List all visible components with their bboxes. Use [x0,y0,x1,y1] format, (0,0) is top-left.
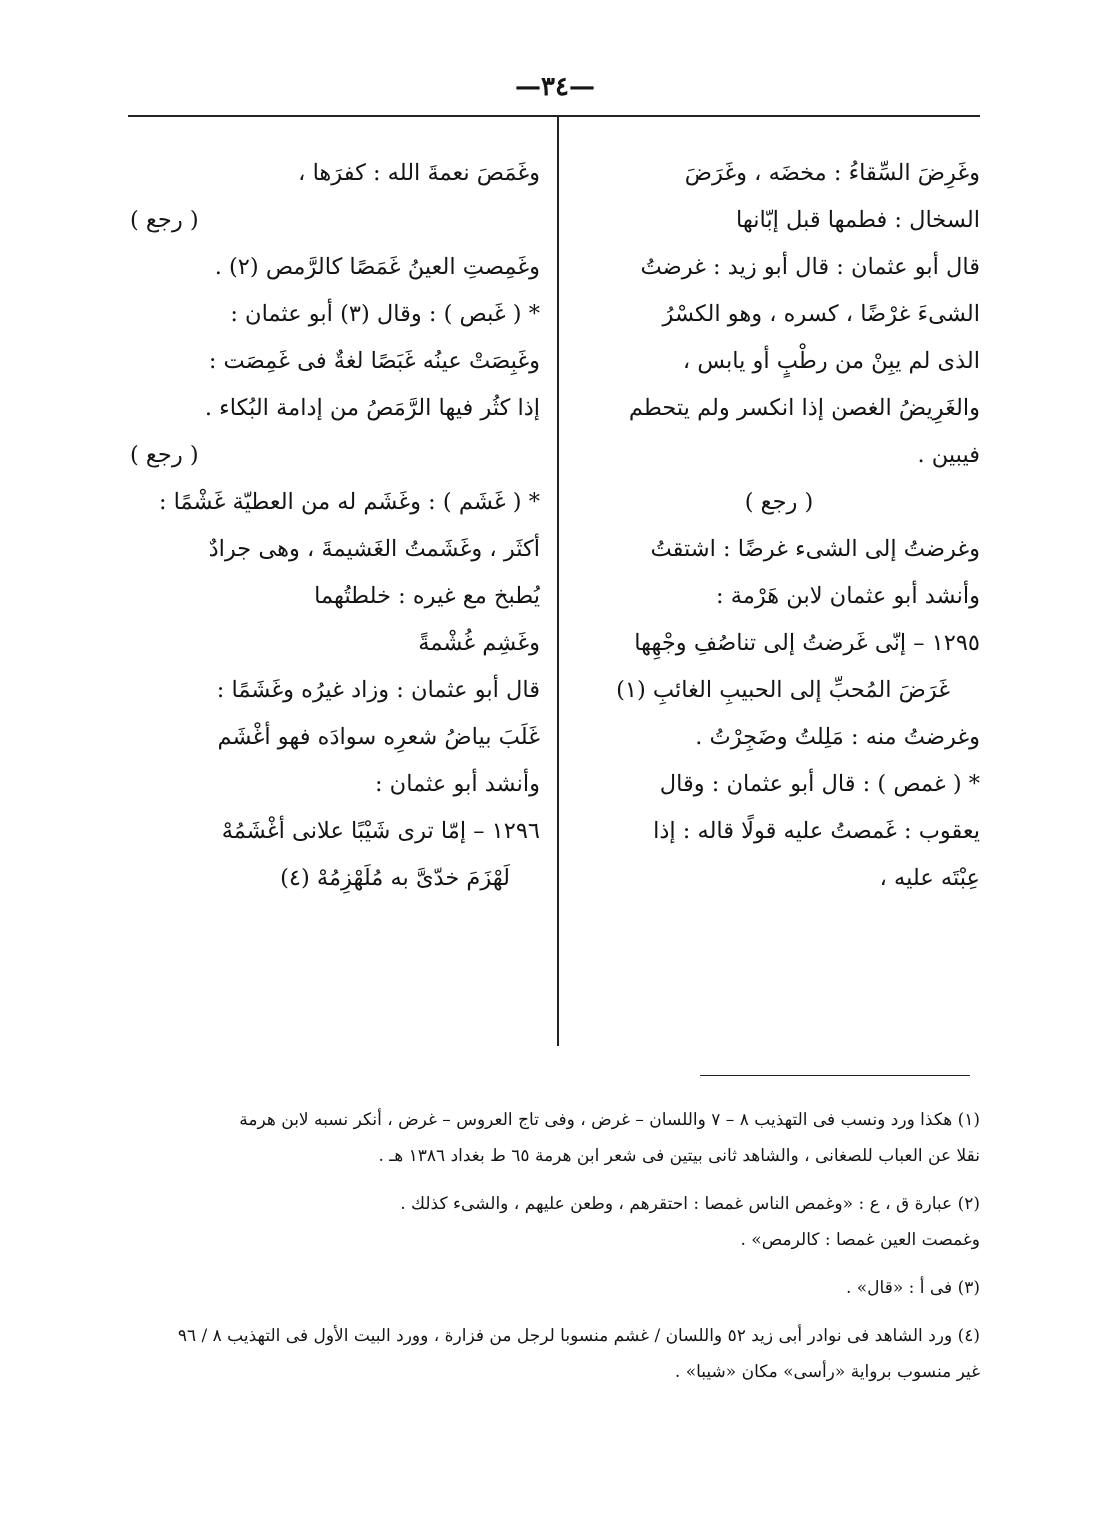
text-line: أكثَر ، وغَشَمتُ الغَشيمةَ ، وهى جرادٌ [208,536,540,562]
text-line: وغرضتُ إلى الشىء غرضًا : اشتقتُ [650,536,980,562]
text-line: قال أبو عثمان : وزاد غيرُه وغَشَمًا : [216,677,540,703]
column-divider [557,116,559,1046]
text-line: الشىءَ غرْضًا ، كسره ، وهو الكسْرُ [662,301,980,327]
footnote-line: نقلا عن العباب للصغانى ، والشاهد ثانى بيتين فى شعر ابن هرمة ٦٥ ط بغداد ١٣٨٦ هـ . [378,1146,980,1166]
text-line: قال أبو عثمان : قال أبو زيد : غرضتُ [640,254,980,280]
text-line: يعقوب : غَمصتُ عليه قولًا قاله : إذا [653,818,980,844]
footnotes [130,1102,980,1390]
text-line: وأنشد أبو عثمان : [374,771,540,797]
text-line: وغَبِصَتْ عينُه غَبَصًا لغةٌ فى غَمِصَت : [208,348,540,374]
text-line: وأنشد أبو عثمان لابن هَرْمة : [716,583,980,609]
footnote-rule [700,1075,970,1076]
footnote-line: وغمصت العين غمصا : كالرمص» . [740,1230,980,1250]
footnote-line: (٢) عبارة ق ، ع : «وغمص الناس غمصا : احتقرهم ، وطعن عليهم ، والشىء كذلك . [400,1194,980,1214]
entry-heading: * ( غمص ) : قال أبو عثمان : وقال [659,771,980,797]
left-column [130,150,540,902]
section-marker: ( رجع ) [130,442,199,468]
text-line: يُطبخ مع غيره : خلطتُهما [314,583,540,609]
header-rule [128,115,980,117]
page-number: —٣٤— [515,72,595,102]
text-line: والغَرِيضُ الغصن إذا انكسر ولم يتحطم [628,395,980,421]
text-line: وغَمَصَ نعمةَ الله : كفرَها ، [298,160,540,186]
section-marker: ( رجع ) [744,489,814,515]
text-line: وغَمِصتِ العينُ غَمَصًا كالرَّمص (٢) . [214,254,540,280]
entry-heading: * ( غَبص ) : وقال (٣) أبو عثمان : [230,301,540,327]
text-line: فيبين . [917,442,980,468]
section-marker: ( رجع ) [130,207,199,233]
text-line: وغرضتُ منه : مَلِلتُ وضَجِرْتُ . [695,724,980,750]
text-line: إذا كثُر فيها الرَّمَصُ من إدامة البُكاء . [204,395,540,421]
text-line: وغَشِم غُشْمةً [418,630,540,656]
footnote-line: غير منسوب برواية «رأسى» مكان «شيبا» . [674,1362,980,1382]
verse-line: غَرَضَ المُحبِّ إلى الحبيبِ الغائبِ (١) [616,677,950,703]
text-line: عِبْتَه عليه ، [879,865,980,891]
text-line: غَلَبَ بياضُ شعرِه سوادَه فهو أغْشَم [217,724,540,750]
verse-line: ١٢٩٥ – إنّى غَرضتُ إلى تناصُفِ وجْهِها [634,630,980,656]
footnote-line: (١) هكذا ورد ونسب فى التهذيب ٨ – ٧ واللسان – غرض ، وفى تاج العروس – غرض ، أنكر نسبه لابن هرمة [239,1110,980,1130]
footnote-line: (٣) فى أ : «قال» . [845,1278,980,1298]
verse-line: ١٢٩٦ – إمّا ترى شَيْبًا علانى أغْشَمُهْ [221,818,540,844]
text-line: السخال : فطمها قبل إبّانها [736,207,980,233]
text-line: وغَرِضَ السِّقاءُ : مخضَه ، وغَرَضَ [684,160,980,186]
text-line: الذى لم يبِنْ من رطْبٍ أو يابس ، [682,348,980,374]
right-column [578,150,980,902]
footnote-line: (٤) ورد الشاهد فى نوادر أبى زيد ٥٢ واللسان / غشم منسوبا لرجل من فزارة ، وورد البيت الأول فى التهذيب ٨ / ٩٦ [177,1326,980,1346]
verse-line: لَهْزَمَ خدّىَّ به مُلَهْزِمُهْ (٤) [280,865,510,891]
entry-heading: * ( غَشَم ) : وغَشَم له من العطيّة غَشْمًا : [158,489,540,515]
